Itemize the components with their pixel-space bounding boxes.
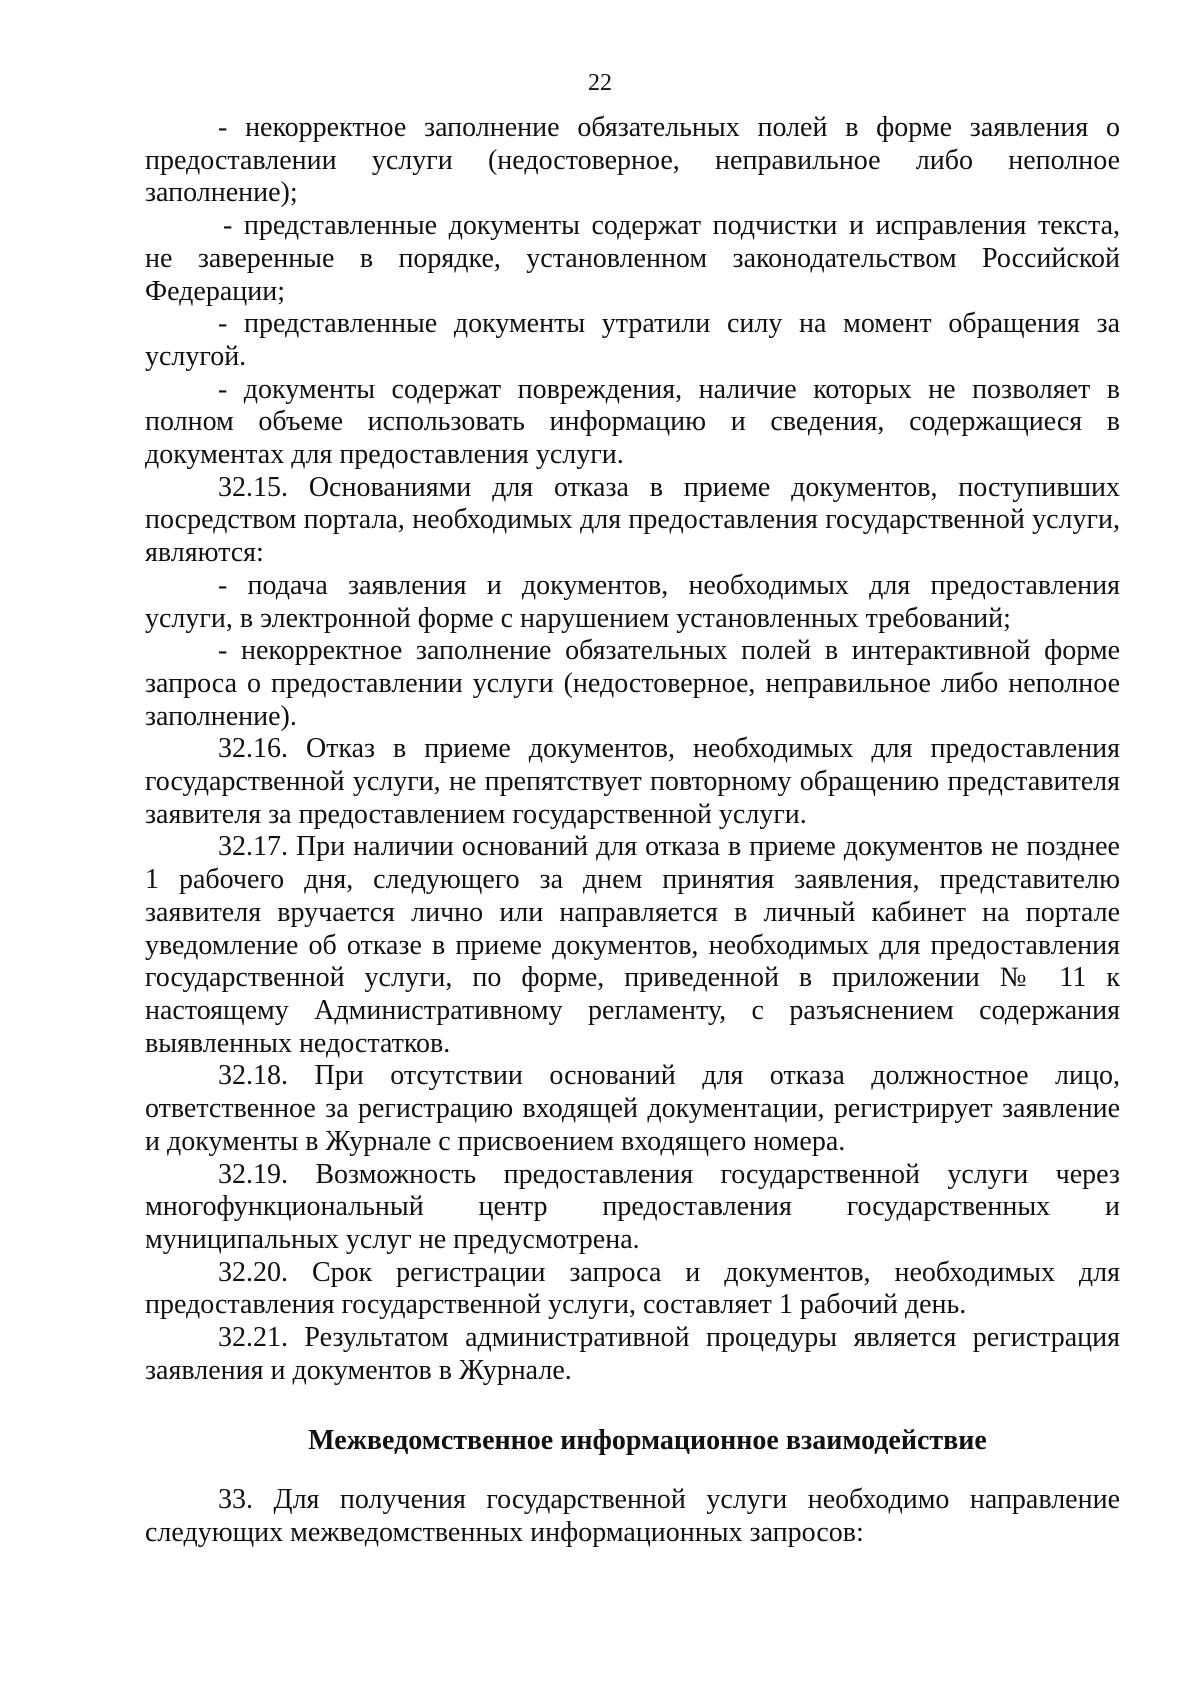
document-body xyxy=(145,112,1120,1550)
paragraph: 32.21. Результатом административной процедуры является регистрация заявления и документов в Журнале. xyxy=(145,1322,1120,1386)
paragraph: - некорректное заполнение обязательных полей в интерактивной форме запроса о предоставлении услуги (недостоверное, неправильное либо неполное заполнение). xyxy=(145,635,1120,732)
paragraph: - представленные документы содержат подчистки и исправления текста, не заверенные в порядке, установленном законодательством Российской Федерации; xyxy=(145,210,1120,307)
paragraph: 32.19. Возможность предоставления государственной услуги через многофункциональный центр предоставления государственных и муниципальных услуг не предусмотрена. xyxy=(145,1158,1120,1255)
paragraph: - подача заявления и документов, необходимых для предоставления услуги, в электронной форме с нарушением установленных требований; xyxy=(145,569,1120,634)
paragraph: 32.16. Отказ в приеме документов, необходимых для предоставления государственной услуги, не препятствует повторному обращению представителя заявителя за предоставлением государственной услуги. xyxy=(145,733,1120,830)
paragraph: 32.20. Срок регистрации запроса и документов, необходимых для предоставления государственной услуги, составляет 1 рабочий день. xyxy=(145,1256,1120,1321)
paragraph: - некорректное заполнение обязательных полей в форме заявления о предоставлении услуги (недостоверное, неправильное либо неполное заполнение); xyxy=(145,112,1120,209)
section-heading: Межведомственное информационное взаимодействие xyxy=(308,1425,987,1457)
paragraph: - представленные документы утратили силу на момент обращения за услугой. xyxy=(145,308,1120,372)
paragraph: 33. Для получения государственной услуги необходимо направление следующих межведомственных информационных запросов: xyxy=(145,1484,1120,1548)
paragraph: - документы содержат повреждения, наличие которых не позволяет в полном объеме использовать информацию и сведения, содержащиеся в документах для предоставления услуги. xyxy=(145,373,1120,471)
page-number: 22 xyxy=(588,70,612,96)
paragraph: 32.17. При наличии оснований для отказа в приеме документов не позднее 1 рабочего дня, следующего за днем принятия заявления, представителю заявителя вручается лично или направляется в личный кабинет на портале уведомление об отказе в приеме документов, необходимых для предоставления государственной услуги, по форме, приведенной в приложении № 11 к настоящему Административному регламенту, с разъяснением содержания выявленных недостатков. xyxy=(145,831,1120,1059)
paragraph: 32.15. Основаниями для отказа в приеме документов, поступивших посредством портала, необходимых для предоставления государственной услуги, являются: xyxy=(145,471,1120,569)
paragraph: 32.18. При отсутствии оснований для отказа должностное лицо, ответственное за регистрацию входящей документации, регистрирует заявление и документы в Журнале с присвоением входящего номера. xyxy=(145,1060,1120,1157)
